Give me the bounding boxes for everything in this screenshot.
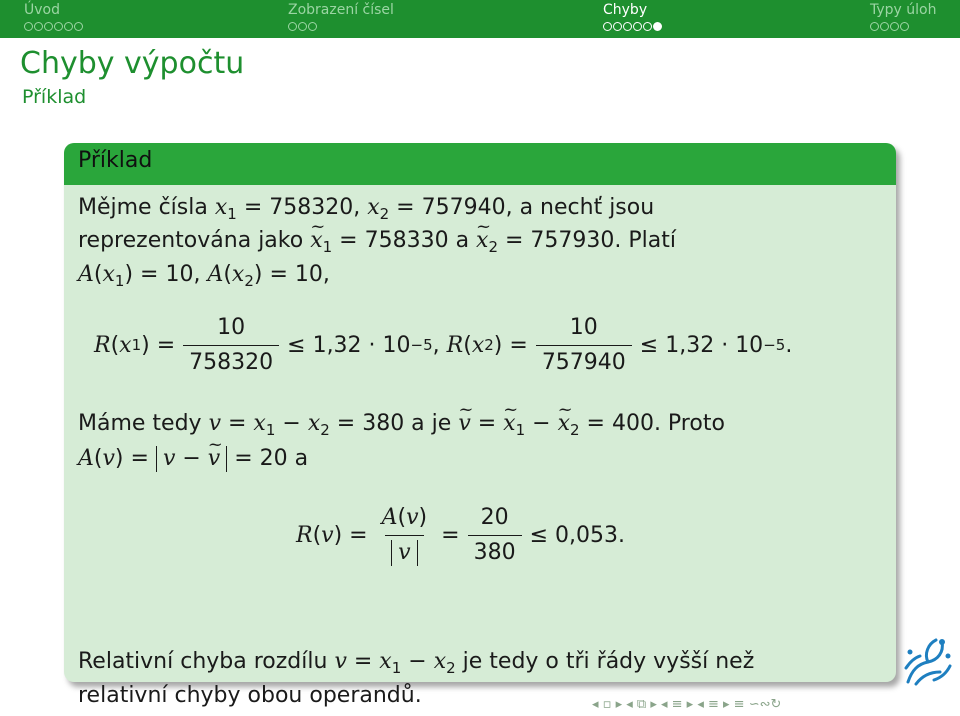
example-block-title: Příklad <box>78 148 153 173</box>
frame-subtitle: Příklad <box>22 86 87 108</box>
paragraph-absolute-errors: $A(x_1) = 10$, $A(x_2) = 10$, <box>78 262 330 290</box>
lion-logo-icon <box>898 632 956 690</box>
paragraph-representation: reprezentována jako ~ $x_1 = 758330$ a ~ $x_2 = 757930$. Platí <box>78 224 676 264</box>
fraction-10-over-758320: $\frac{10}{758320}$ <box>183 315 279 376</box>
section-navigation-bar <box>0 0 960 38</box>
fraction-error-over-abs-v: $\frac{A(v)}{v}$ <box>381 505 428 565</box>
slide-dot[interactable] <box>870 22 879 31</box>
slide-dot[interactable] <box>24 22 33 31</box>
absolute-value: v <box>391 540 417 566</box>
nav-label-zobrazeni-cisel[interactable]: Zobrazení čísel <box>288 2 394 18</box>
slide-dot[interactable] <box>623 22 632 31</box>
fraction-20-over-380: $\frac{20}{380}$ <box>468 505 522 566</box>
slide-dot[interactable] <box>308 22 317 31</box>
nav-section-zobrazeni-cisel[interactable] <box>220 0 536 38</box>
beamer-navigation-symbols[interactable]: ◂ ▫ ▸ ◂ ⧉ ▸ ◂ ≡ ▸ ◂ ≡ ▸ ≡ ∽∾↻ <box>592 696 782 712</box>
slide-dot[interactable] <box>880 22 889 31</box>
slide-dot[interactable] <box>900 22 909 31</box>
slide-dot[interactable] <box>643 22 652 31</box>
slide-dot[interactable] <box>44 22 53 31</box>
nav-section-chyby[interactable] <box>536 0 786 38</box>
paragraph-conclusion-line2: relativní chyby obou operandů. <box>78 683 422 708</box>
absolute-value: v − ~ v <box>156 446 227 472</box>
nav-section-uvod[interactable] <box>0 0 220 38</box>
paragraph-given-numbers: Mějme čísla $x_1 = 758320$, $x_2 = 757940$, a nechť jsou <box>78 195 655 223</box>
paragraph-difference-error: A(v) = v − ~ v = 20 a <box>78 442 308 475</box>
slide-dot[interactable] <box>54 22 63 31</box>
equation-relative-errors: R ( x 1 ) = $\frac{10}{758320}$ ≤ 1,32 · 10 −5 , R ( x 2 ) = $\frac{10}{757940}$ ≤ 1,32 · 10 −5 . <box>94 315 793 375</box>
slide-dot[interactable] <box>34 22 43 31</box>
nav-label-typy-uloh[interactable]: Typy úloh <box>870 2 937 18</box>
fraction-10-over-757940: $\frac{10}{757940}$ <box>536 315 632 376</box>
nav-dots-uvod <box>24 22 83 31</box>
nav-dots-zobrazeni-cisel <box>288 22 317 31</box>
example-block <box>64 143 896 708</box>
slide-dot[interactable] <box>298 22 307 31</box>
frame-title: Chyby výpočtu <box>20 46 245 81</box>
nav-label-uvod[interactable]: Úvod <box>24 2 60 18</box>
nav-dots-chyby <box>603 22 662 31</box>
slide-dot[interactable] <box>64 22 73 31</box>
slide-dot[interactable] <box>74 22 83 31</box>
slide-dot[interactable] <box>633 22 642 31</box>
slide-dot[interactable] <box>890 22 899 31</box>
equation-relative-error-difference: R ( v ) = $\frac{A(v)}{v}$ = $\frac{20}{380}$ ≤ 0,053. <box>296 505 625 565</box>
paragraph-conclusion: Relativní chyba rozdílu $v = x_1 - x_2$ je tedy o tři řády vyšší než <box>78 649 755 677</box>
slide-dot[interactable] <box>613 22 622 31</box>
current-slide-dot[interactable] <box>653 22 662 31</box>
example-block-header <box>64 143 896 185</box>
nav-dots-typy-uloh <box>870 22 909 31</box>
nav-section-typy-uloh[interactable] <box>786 0 960 38</box>
slide-dot[interactable] <box>603 22 612 31</box>
slide-dot[interactable] <box>288 22 297 31</box>
paragraph-difference: Máme tedy $v = x_1 - x_2 = 380$ a je ~ v = ~ $x_1$ − ~ $x_2 = 400$. Proto <box>78 407 725 447</box>
nav-label-chyby[interactable]: Chyby <box>603 2 648 18</box>
